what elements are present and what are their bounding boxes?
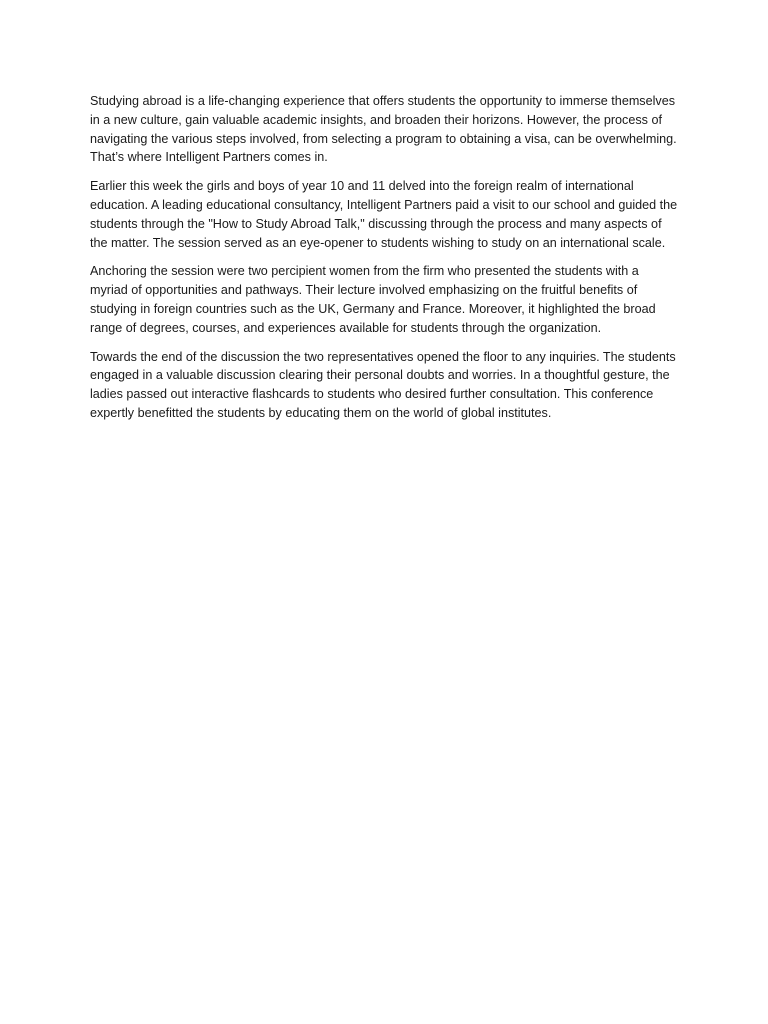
paragraph-session: Anchoring the session were two percipient women from the firm who presented the students with a myriad of opportunities and pathways. Their lecture involved emphasizing on the fruitful benefits of studying in foreign countries such as the UK, Germany and France. Moreover, it highlighted the broad range of degrees, courses, and experiences available for students through the organization. — [90, 264, 656, 335]
paragraph-conclusion: Towards the end of the discussion the two representatives opened the floor to any inquiries. The students engaged in a valuable discussion clearing their personal doubts and worries. In a thoughtful gesture, the ladies passed out interactive flashcards to students who desired further consultation. This conference expertly benefitted the students by educating them on the world of global institutes. — [90, 349, 676, 420]
paragraph-intro: Studying abroad is a life-changing experience that offers students the opportunity to immerse themselves in a new culture, gain valuable academic insights, and broaden their horizons. However, the process of navigating the various steps involved, from selecting a program to obtaining a visa, can be overwhelming. That’s where Intelligent Partners comes in. — [90, 94, 677, 165]
paragraph-event: Earlier this week the girls and boys of year 10 and 11 delved into the foreign realm of international education. A leading educational consultancy, Intelligent Partners paid a visit to our school and guided the students through the "How to Study Abroad Talk," discussing through the process and many aspects of the matter. The session served as an eye-opener to students wishing to study on an international scale. — [90, 179, 678, 250]
document-body — [90, 92, 680, 433]
